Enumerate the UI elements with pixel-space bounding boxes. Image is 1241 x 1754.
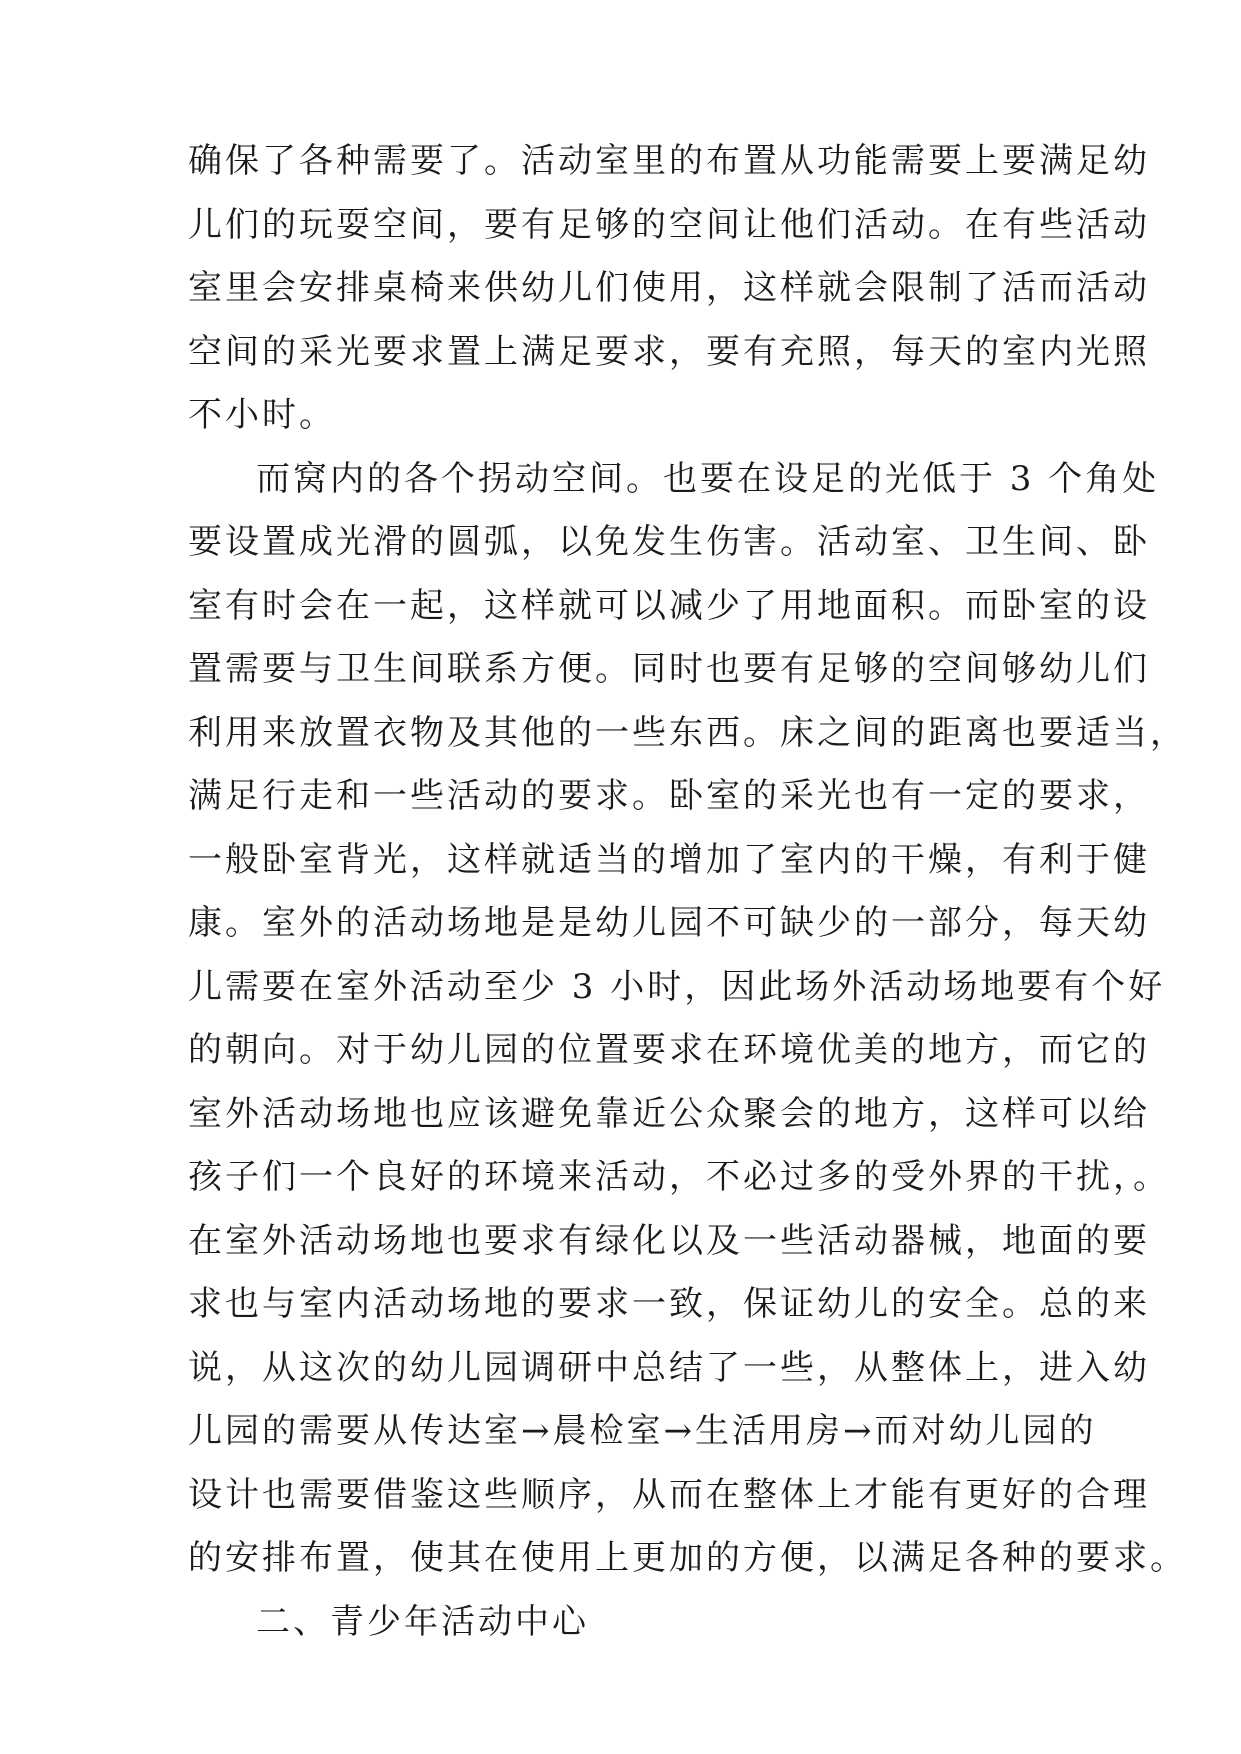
- text-line: 而窝内的各个拐动空间。也要在设足的光低于 3 个角处: [256, 458, 1160, 499]
- text-line: 室有时会在一起，这样就可以减少了用地面积。而卧室的设: [188, 585, 1150, 626]
- section-heading-text: 二、青少年活动中心: [256, 1601, 589, 1642]
- text-line: 说，从这次的幼儿园调研中总结了一些，从整体上，进入幼: [188, 1347, 1150, 1388]
- text-line: 孩子们一个良好的环境来活动，不必过多的受外界的干扰，。: [188, 1157, 1170, 1197]
- text-line: 室里会安排桌椅来供幼儿们使用，这样就会限制了活而活动: [188, 268, 1150, 308]
- text-line: 的安排布置，使其在使用上更加的方便，以满足各种的要求。: [188, 1538, 1187, 1578]
- text-line: 置需要与卫生间联系方便。同时也要有足够的空间够幼儿们: [188, 649, 1150, 689]
- text-line: 的朝向。对于幼儿园的位置要求在环境优美的地方，而它的: [188, 1030, 1150, 1070]
- body-text: [188, 130, 1187, 1654]
- text-line: 儿们的玩耍空间，要有足够的空间让他们活动。在有些活动: [188, 204, 1150, 245]
- text-line: 室外活动场地也应该避免靠近公众聚会的地方，这样可以给: [188, 1093, 1150, 1134]
- text-line: 康。室外的活动场地是是幼儿园不可缺少的一部分，每天幼: [188, 903, 1150, 943]
- text-line: 儿需要在室外活动至少 3 小时，因此场外活动场地要有个好: [188, 966, 1166, 1007]
- paragraph-1: [188, 130, 1150, 448]
- text-line: 在室外活动场地也要求有绿化以及一些活动器械，地面的要: [188, 1220, 1150, 1261]
- section-heading: [188, 1591, 1058, 1655]
- text-line: 要设置成光滑的圆弧，以免发生伤害。活动室、卫生间、卧: [188, 522, 1150, 562]
- text-line: 不小时。: [188, 395, 336, 435]
- text-line: 确保了各种需要了。活动室里的布置从功能需要上要满足幼: [188, 141, 1150, 181]
- text-line: 空间的采光要求置上满足要求，要有充照，每天的室内光照: [188, 331, 1150, 372]
- text-line: 求也与室内活动场地的要求一致，保证幼儿的安全。总的来: [188, 1284, 1150, 1324]
- text-line: 满足行走和一些活动的要求。卧室的采光也有一定的要求，: [188, 776, 1150, 816]
- text-line: 利用来放置衣物及其他的一些东西。床之间的距离也要适当，: [188, 712, 1187, 753]
- text-line: 一般卧室背光，这样就适当的增加了室内的干燥，有利于健: [188, 839, 1150, 880]
- text-line: 设计也需要借鉴这些顺序，从而在整体上才能有更好的合理: [188, 1474, 1150, 1515]
- text-line: 儿园的需要从传达室→晨检室→生活用房→而对幼儿园的: [188, 1411, 1097, 1451]
- paragraph-2: [188, 448, 1187, 1591]
